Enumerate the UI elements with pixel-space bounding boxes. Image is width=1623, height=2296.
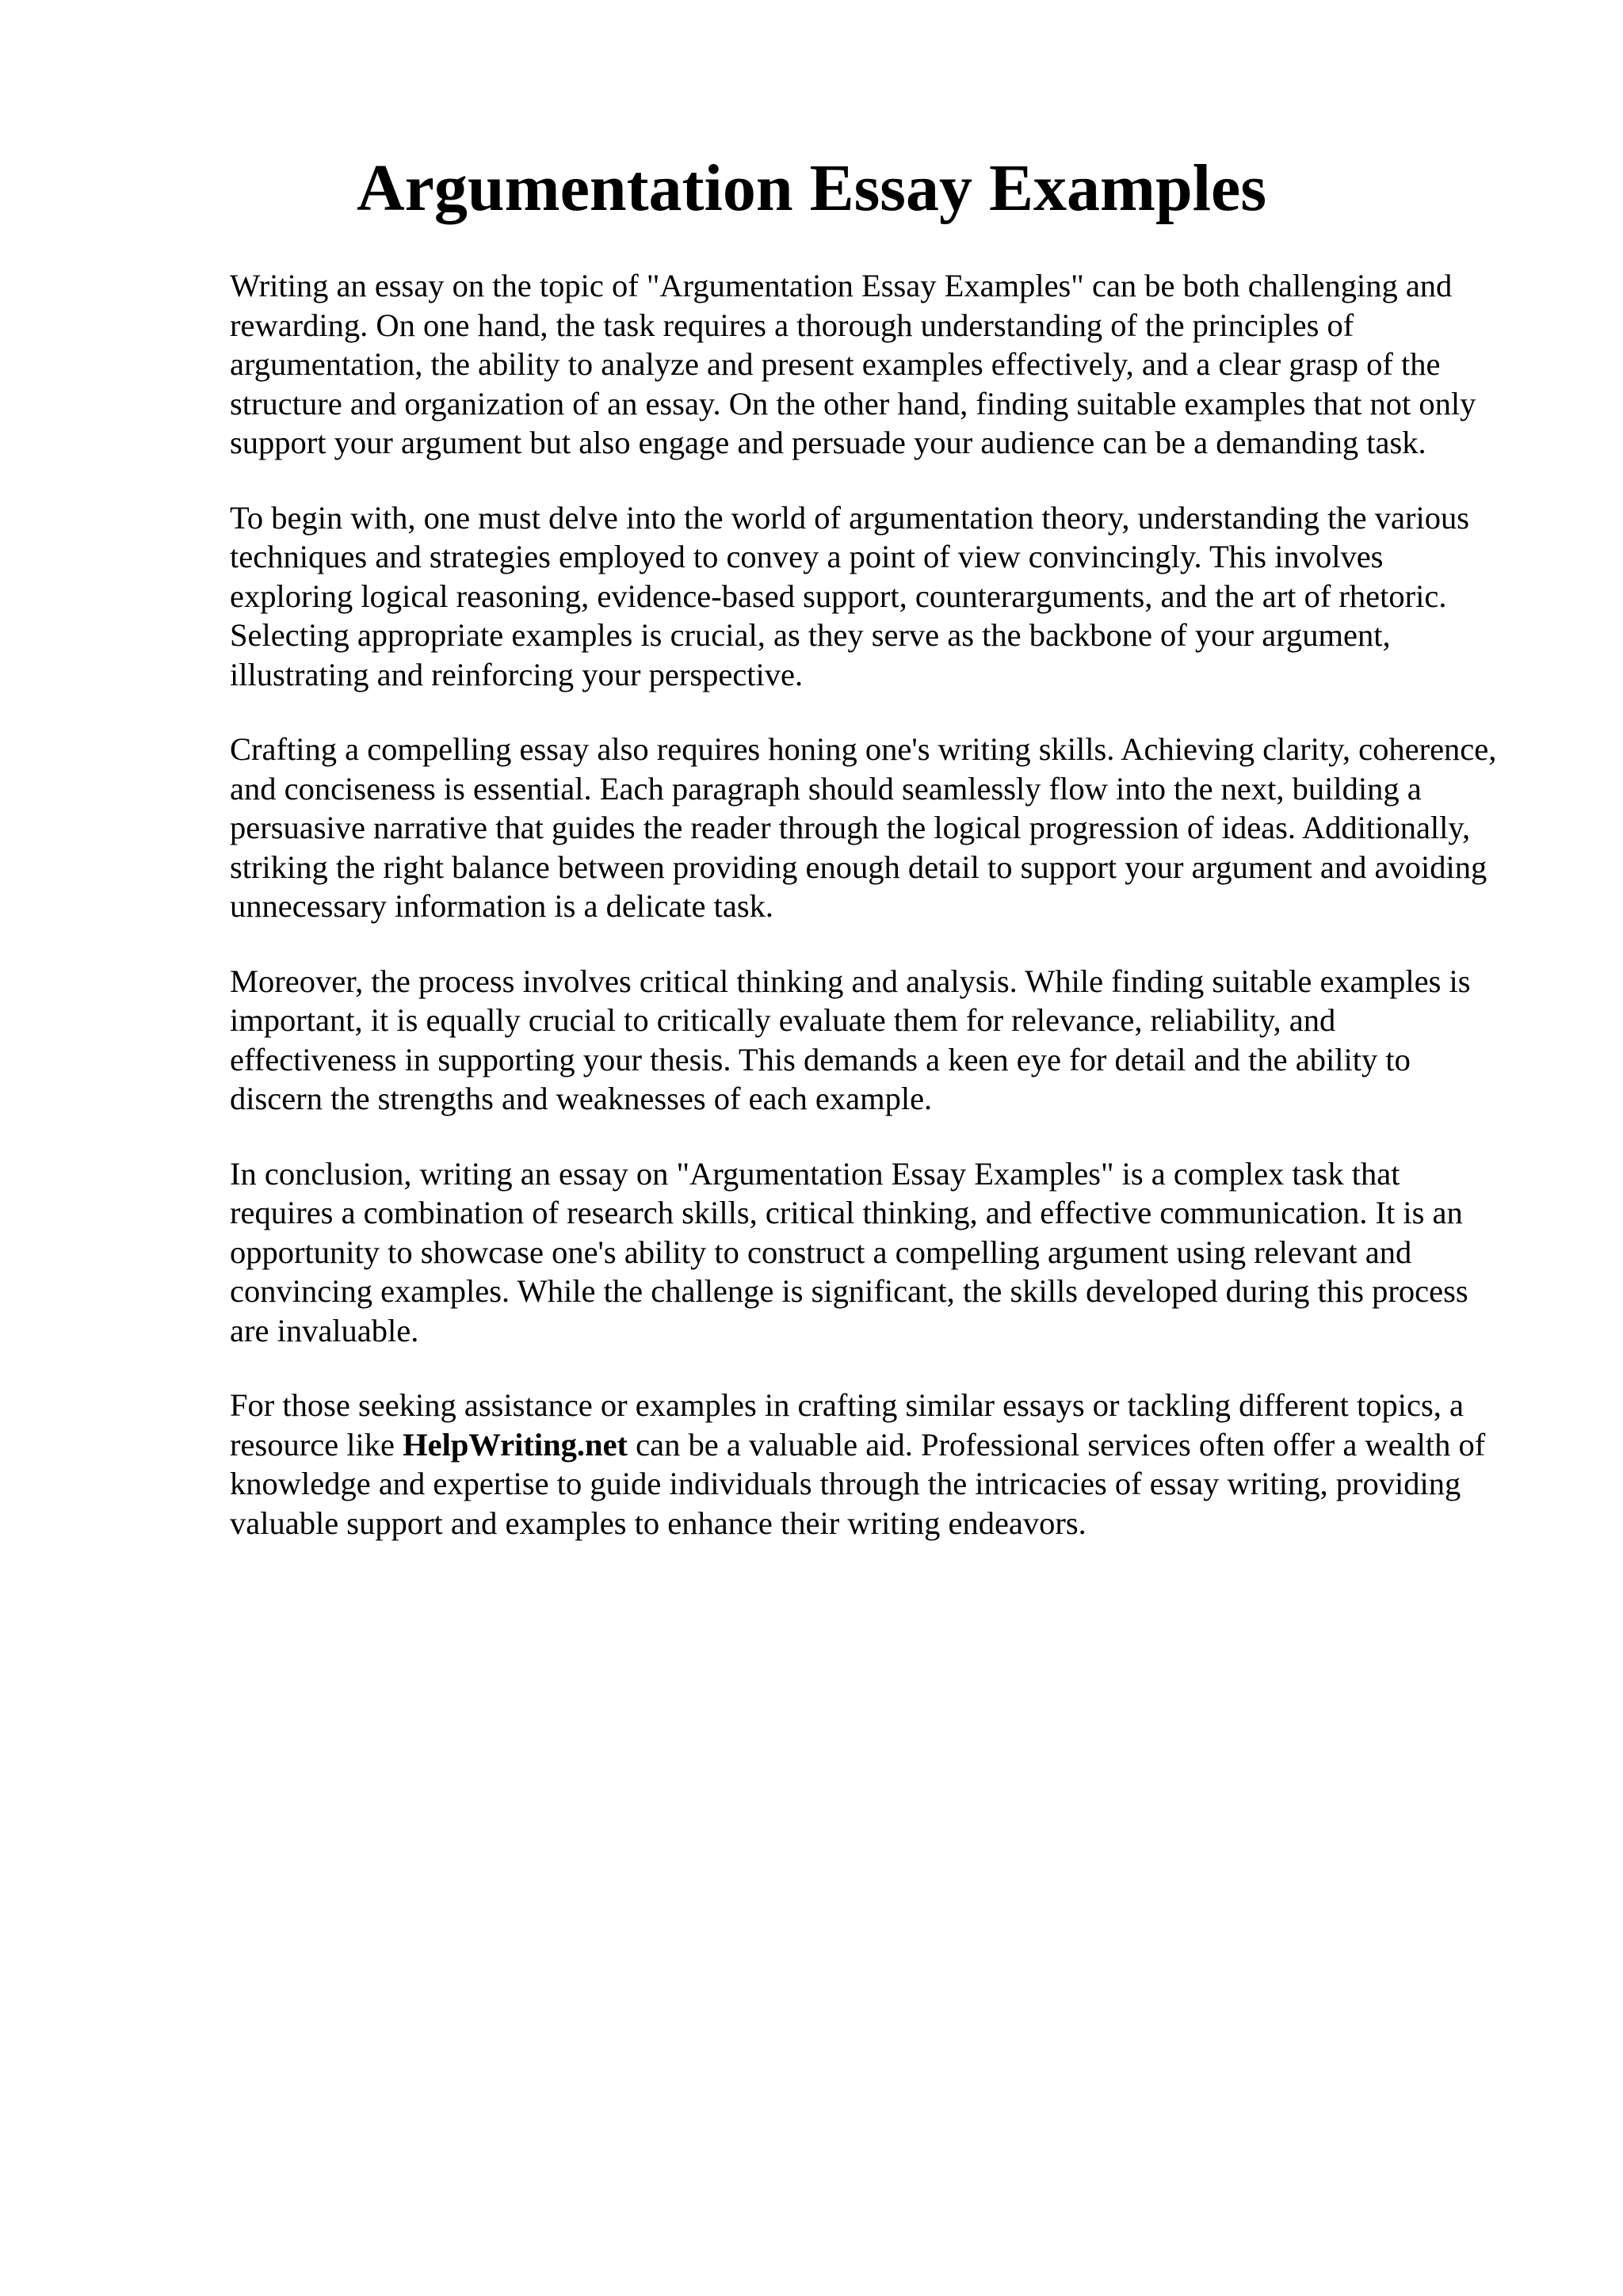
paragraph-resource-tail: can be a valuable aid. Professional services often offer a wealth of knowledge and expertise to guide individuals through the intricacies of essay writing, providing valuable support and examples to enhance their writing endeavors. — [230, 1426, 1486, 1541]
document-title: Argumentation Essay Examples — [356, 151, 1267, 225]
paragraph-resource — [230, 1386, 1506, 1543]
paragraph-resource-lead: For those seeking assistance or examples in crafting similar essays or tackling different topics, a resource like — [230, 1387, 1464, 1463]
paragraph-critical-thinking: Moreover, the process involves critical thinking and analysis. While finding suitable examples is important, it is equally crucial to critically evaluate them for relevance, reliability, and effectiveness in supporting your thesis. This demands a keen eye for detail and the ability to discern the strengths and weaknesses of each example. — [230, 963, 1471, 1116]
paragraph-theory: To begin with, one must delve into the world of argumentation theory, understanding the various techniques and strategies employed to convey a point of view convincingly. This involves exploring logical reasoning, evidence-based support, counterarguments, and the art of rhetoric. Selecting appropriate examples is crucial, as they serve as the backbone of your argument, illustrating and reinforcing your perspective. — [230, 499, 1469, 692]
paragraph-writing-skills: Crafting a compelling essay also requires honing one's writing skills. Achieving clarity, coherence, and conciseness is essential. Each paragraph should seamlessly flow into the next, building a persuasive narrative that guides the reader through the logical progression of ideas. Additionally, striking the right balance between providing enough detail to support your argument and avoiding unnecessary information is a delicate task. — [230, 731, 1497, 924]
document-body — [230, 266, 1506, 1578]
brand-link[interactable]: HelpWriting.net — [403, 1426, 628, 1463]
paragraph-intro: Writing an essay on the topic of "Argumentation Essay Examples" can be both challenging and rewarding. On one hand, the task requires a thorough understanding of the principles of argumentation, the ability to analyze and present examples effectively, and a clear grasp of the structure and organization of an essay. On the other hand, finding suitable examples that not only support your argument but also engage and persuade your audience can be a demanding task. — [230, 268, 1476, 460]
paragraph-conclusion: In conclusion, writing an essay on "Argumentation Essay Examples" is a complex task that requires a combination of research skills, critical thinking, and effective communication. It is an opportunity to showcase one's ability to construct a compelling argument using relevant and convincing examples. While the challenge is significant, the skills developed during this process are invaluable. — [230, 1155, 1468, 1348]
